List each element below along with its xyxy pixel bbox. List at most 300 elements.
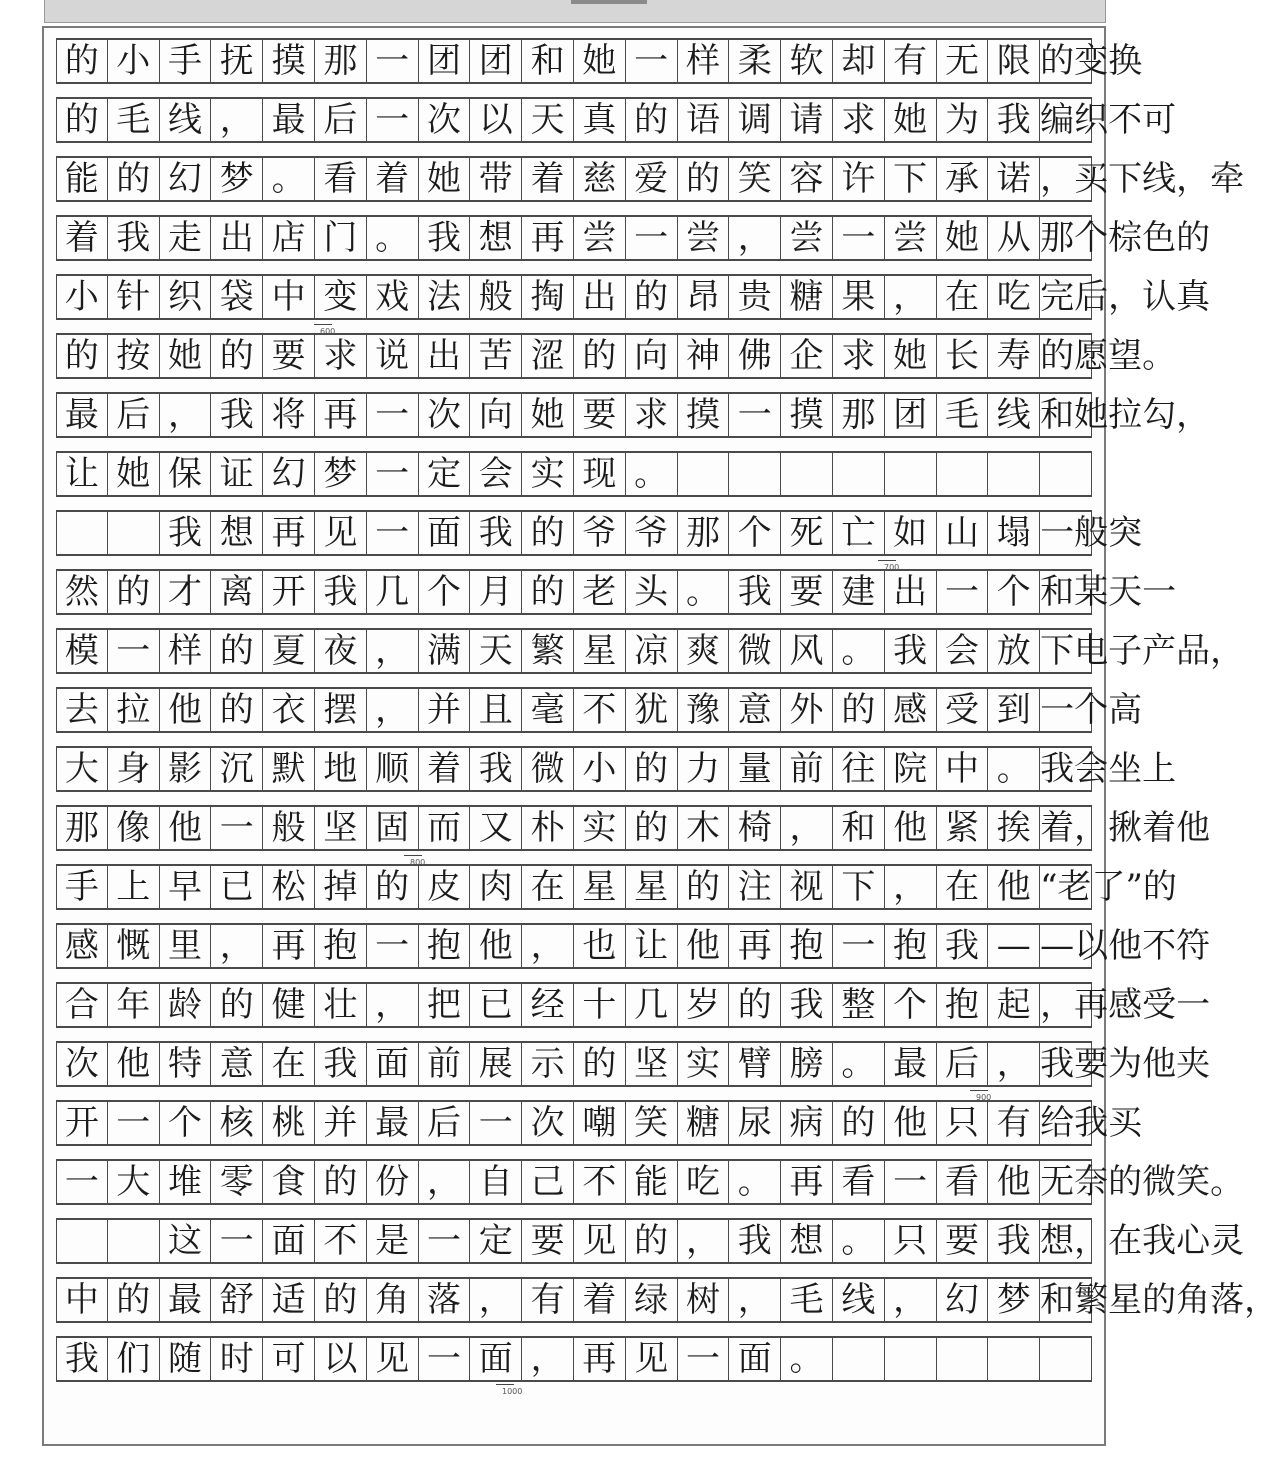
grid-cell: 力 xyxy=(678,748,730,790)
grid-cell: 我 xyxy=(56,1338,108,1380)
grid-cell: 抱 xyxy=(885,925,937,967)
grid-cell: 那 xyxy=(678,512,730,554)
top-band-mark xyxy=(571,0,647,4)
grid-cell: 一 xyxy=(626,217,678,259)
grid-row xyxy=(56,510,1143,556)
grid-cell: ， xyxy=(729,217,781,259)
grid-cell: ， xyxy=(160,394,212,436)
grid-cell: 能 xyxy=(56,158,108,200)
grid-cell: 走 xyxy=(160,217,212,259)
grid-cell: 爽 xyxy=(678,630,730,672)
grid-cell: 幻 xyxy=(160,158,212,200)
grid-cell: 看 xyxy=(937,1161,989,1203)
grid-cell: 。 xyxy=(988,748,1040,790)
grid-row xyxy=(56,1041,1211,1087)
grid-cell: 编织不可 xyxy=(1040,100,1177,140)
grid-row xyxy=(56,746,1177,792)
grid-cell: 摆 xyxy=(315,689,367,731)
grid-cell: 求 xyxy=(626,394,678,436)
grid-cell: 给我买 xyxy=(1040,1103,1143,1143)
grid-cell: 是 xyxy=(367,1220,419,1262)
grid-cell: 。 xyxy=(263,158,315,200)
grid-cell: 开 xyxy=(263,571,315,613)
grid-cell: ， xyxy=(211,925,263,967)
grid-cell: 合 xyxy=(56,984,108,1026)
grid-cell: 向 xyxy=(470,394,522,436)
grid-cell: 的变换 xyxy=(1040,41,1143,81)
grid-cell: 承 xyxy=(937,158,989,200)
grid-cell: 年 xyxy=(108,984,160,1026)
grid-cell: 求 xyxy=(833,99,885,141)
grid-cell: 下 xyxy=(833,866,885,908)
grid-cell: 的 xyxy=(315,1279,367,1321)
grid-cell: 山 xyxy=(937,512,989,554)
grid-cell: 袋 xyxy=(211,276,263,318)
grid-cell: 皮 xyxy=(419,866,471,908)
grid-cell: 的 xyxy=(626,276,678,318)
grid-cell: 后 xyxy=(108,394,160,436)
grid-cell: 一 xyxy=(367,453,419,495)
grid-cell: 手 xyxy=(160,40,212,82)
word-count-marker-800: 800 xyxy=(410,858,426,867)
grid-cell: 起 xyxy=(988,984,1040,1026)
grid-cell: 摸 xyxy=(678,394,730,436)
grid-cell: 一 xyxy=(367,925,419,967)
grid-cell: 长 xyxy=(937,335,989,377)
grid-cell: 抱 xyxy=(315,925,367,967)
grid-cell: 线 xyxy=(160,99,212,141)
grid-cell: 自 xyxy=(470,1161,522,1203)
grid-cell: 臂 xyxy=(729,1043,781,1085)
grid-cell: 要 xyxy=(574,394,626,436)
grid-cell: 模 xyxy=(56,630,108,672)
grid-row xyxy=(56,451,1092,497)
grid-cell: ， xyxy=(781,807,833,849)
grid-cell: 毛 xyxy=(781,1279,833,1321)
grid-cell: 吃 xyxy=(678,1161,730,1203)
grid-cell: 实 xyxy=(678,1043,730,1085)
grid-cell: 神 xyxy=(678,335,730,377)
grid-cell: 中 xyxy=(263,276,315,318)
grid-cell: 这 xyxy=(160,1220,212,1262)
grid-cell: 受 xyxy=(937,689,989,731)
grid-cell: 一 xyxy=(367,99,419,141)
grid-cell: 却 xyxy=(833,40,885,82)
grid-cell: 的 xyxy=(108,1279,160,1321)
grid-cell: 将 xyxy=(263,394,315,436)
grid-cell: 夜 xyxy=(315,630,367,672)
grid-row xyxy=(56,274,1211,320)
grid-cell: 我 xyxy=(988,99,1040,141)
grid-cell: 最 xyxy=(56,394,108,436)
grid-cell: 不 xyxy=(315,1220,367,1262)
grid-cell: 样 xyxy=(678,40,730,82)
grid-cell: 我 xyxy=(988,1220,1040,1262)
grid-cell: 笑 xyxy=(729,158,781,200)
grid-cell: 笑 xyxy=(626,1102,678,1144)
grid-cell: 般 xyxy=(470,276,522,318)
grid-cell: 椅 xyxy=(729,807,781,849)
grid-cell: 她 xyxy=(419,158,471,200)
grid-cell: 。 xyxy=(678,571,730,613)
grid-row xyxy=(56,1218,1245,1264)
grid-cell: 他 xyxy=(885,1102,937,1144)
grid-cell: 并 xyxy=(315,1102,367,1144)
grid-cell: 去 xyxy=(56,689,108,731)
grid-cell: 小 xyxy=(574,748,626,790)
grid-cell: 感 xyxy=(885,689,937,731)
grid-cell: 小 xyxy=(56,276,108,318)
grid-cell: 出 xyxy=(574,276,626,318)
grid-cell: 再 xyxy=(263,925,315,967)
grid-cell: 和她拉勾， xyxy=(1040,395,1211,435)
grid-cell: 尿 xyxy=(729,1102,781,1144)
grid-cell: 抱 xyxy=(419,925,471,967)
grid-cell: ， xyxy=(988,1043,1040,1085)
grid-cell: 我 xyxy=(885,630,937,672)
grid-cell: 天 xyxy=(522,99,574,141)
grid-cell: 以 xyxy=(470,99,522,141)
grid-cell: 个 xyxy=(988,571,1040,613)
grid-cell: 掏 xyxy=(522,276,574,318)
grid-cell: 紧 xyxy=(937,807,989,849)
grid-cell: 见 xyxy=(315,512,367,554)
grid-cell: 梦 xyxy=(988,1279,1040,1321)
grid-cell: 一 xyxy=(470,1102,522,1144)
grid-cell: 一 xyxy=(833,925,885,967)
grid-cell: 老 xyxy=(574,571,626,613)
grid-cell: 梦 xyxy=(315,453,367,495)
grid-cell: 他 xyxy=(988,1161,1040,1203)
grid-cell: 像 xyxy=(108,807,160,849)
grid-cell: 幻 xyxy=(937,1279,989,1321)
grid-cell: 她 xyxy=(937,217,989,259)
grid-cell: 会 xyxy=(470,453,522,495)
grid-cell: ，买下线，牵 xyxy=(1040,159,1245,199)
grid-cell: 和某天一 xyxy=(1040,572,1177,612)
grid-row xyxy=(56,1336,1092,1382)
grid-cell: 想，在我心灵 xyxy=(1040,1221,1245,1261)
grid-cell: 慨 xyxy=(108,925,160,967)
grid-cell xyxy=(885,453,937,495)
grid-cell: 的 xyxy=(833,1102,885,1144)
grid-cell: 嘲 xyxy=(574,1102,626,1144)
grid-cell: 一 xyxy=(937,571,989,613)
grid-cell: 下电子产品， xyxy=(1040,631,1245,671)
grid-cell: 幻 xyxy=(263,453,315,495)
grid-cell: 团 xyxy=(419,40,471,82)
grid-cell: 犹 xyxy=(626,689,678,731)
grid-cell: 保 xyxy=(160,453,212,495)
grid-cell: 再 xyxy=(315,394,367,436)
grid-cell: 在 xyxy=(263,1043,315,1085)
grid-cell: 建 xyxy=(833,571,885,613)
grid-cell: 默 xyxy=(263,748,315,790)
grid-cell: 己 xyxy=(522,1161,574,1203)
grid-cell: 我 xyxy=(470,512,522,554)
grid-cell: 他 xyxy=(160,689,212,731)
grid-cell: 摸 xyxy=(781,394,833,436)
grid-row xyxy=(56,628,1245,674)
grid-cell: 着 xyxy=(574,1279,626,1321)
grid-cell: 涩 xyxy=(522,335,574,377)
grid-cell: 拉 xyxy=(108,689,160,731)
grid-cell: 的 xyxy=(574,1043,626,1085)
grid-cell: 而 xyxy=(419,807,471,849)
grid-row xyxy=(56,38,1143,84)
grid-cell: 把 xyxy=(419,984,471,1026)
grid-cell: 然 xyxy=(56,571,108,613)
grid-cell: 会 xyxy=(937,630,989,672)
grid-cell: ， xyxy=(419,1161,471,1203)
grid-row xyxy=(56,569,1177,615)
grid-cell: 证 xyxy=(211,453,263,495)
grid-cell: 他 xyxy=(885,807,937,849)
grid-cell: 许 xyxy=(833,158,885,200)
grid-cell: 的 xyxy=(574,335,626,377)
grid-cell: 月 xyxy=(470,571,522,613)
grid-cell: 一 xyxy=(367,512,419,554)
grid-cell xyxy=(1040,453,1092,495)
grid-cell: 在 xyxy=(937,866,989,908)
grid-cell: 木 xyxy=(678,807,730,849)
word-count-marker-600: 600 xyxy=(320,327,336,336)
grid-cell: 能 xyxy=(626,1161,678,1203)
grid-cell: 一 xyxy=(729,394,781,436)
grid-cell: ， xyxy=(367,630,419,672)
grid-cell: 想 xyxy=(470,217,522,259)
grid-cell: ， xyxy=(367,984,419,1026)
grid-cell xyxy=(833,453,885,495)
grid-cell: 松 xyxy=(263,866,315,908)
grid-cell: 为 xyxy=(937,99,989,141)
grid-cell: 尝 xyxy=(678,217,730,259)
grid-cell: 的 xyxy=(315,1161,367,1203)
grid-cell: 我 xyxy=(211,394,263,436)
grid-cell: 外 xyxy=(781,689,833,731)
grid-cell: 的 xyxy=(108,158,160,200)
grid-cell: 着，揪着他 xyxy=(1040,808,1211,848)
grid-cell: 有 xyxy=(885,40,937,82)
grid-cell: 我 xyxy=(315,1043,367,1085)
grid-cell: 果 xyxy=(833,276,885,318)
grid-cell: 佛 xyxy=(729,335,781,377)
grid-cell: 一 xyxy=(678,1338,730,1380)
grid-cell xyxy=(937,1338,989,1380)
grid-cell: 昂 xyxy=(678,276,730,318)
grid-cell: ， xyxy=(729,1279,781,1321)
grid-cell: 岁 xyxy=(678,984,730,1026)
grid-cell: 在 xyxy=(937,276,989,318)
grid-cell: 。 xyxy=(833,630,885,672)
grid-cell: 放 xyxy=(988,630,1040,672)
grid-cell: 和 xyxy=(522,40,574,82)
grid-cell xyxy=(108,512,160,554)
grid-cell: 出 xyxy=(419,335,471,377)
grid-cell: ， xyxy=(470,1279,522,1321)
grid-cell: — xyxy=(988,925,1040,967)
grid-cell: 壮 xyxy=(315,984,367,1026)
grid-cell: 他 xyxy=(108,1043,160,1085)
grid-cell: 零 xyxy=(211,1161,263,1203)
grid-cell xyxy=(56,1220,108,1262)
grid-cell: 星 xyxy=(574,630,626,672)
grid-cell: 中 xyxy=(56,1279,108,1321)
grid-cell: 一 xyxy=(833,217,885,259)
grid-cell: 一 xyxy=(419,1338,471,1380)
grid-cell: 顺 xyxy=(367,748,419,790)
grid-cell: 再 xyxy=(781,1161,833,1203)
grid-cell: 的 xyxy=(367,866,419,908)
grid-cell: 有 xyxy=(522,1279,574,1321)
grid-cell xyxy=(729,453,781,495)
grid-cell: 想 xyxy=(211,512,263,554)
grid-cell: 爷 xyxy=(574,512,626,554)
grid-cell xyxy=(678,453,730,495)
grid-cell: 我 xyxy=(937,925,989,967)
grid-cell: 沉 xyxy=(211,748,263,790)
grid-cell: 夏 xyxy=(263,630,315,672)
grid-cell: 一 xyxy=(367,40,419,82)
grid-cell: 也 xyxy=(574,925,626,967)
grid-cell: 不 xyxy=(574,689,626,731)
grid-cell: 想 xyxy=(781,1220,833,1262)
grid-cell: 的 xyxy=(626,748,678,790)
grid-cell: 到 xyxy=(988,689,1040,731)
grid-cell: 见 xyxy=(626,1338,678,1380)
grid-cell: 的 xyxy=(678,866,730,908)
grid-cell: 的 xyxy=(56,99,108,141)
grid-cell: 和繁星的角落， xyxy=(1040,1280,1278,1320)
grid-row xyxy=(56,687,1143,733)
grid-cell: 个 xyxy=(729,512,781,554)
word-count-marker-700: 700 xyxy=(884,563,900,572)
grid-cell: 寿 xyxy=(988,335,1040,377)
grid-cell: 肉 xyxy=(470,866,522,908)
grid-cell: 我 xyxy=(315,571,367,613)
grid-cell: 的 xyxy=(626,99,678,141)
grid-cell: 面 xyxy=(367,1043,419,1085)
grid-cell: 企 xyxy=(781,335,833,377)
grid-cell: 我会坐上 xyxy=(1040,749,1177,789)
grid-row xyxy=(56,864,1177,910)
grid-cell: 角 xyxy=(367,1279,419,1321)
grid-cell: 衣 xyxy=(263,689,315,731)
grid-cell: 豫 xyxy=(678,689,730,731)
grid-cell: 要 xyxy=(937,1220,989,1262)
grid-cell: 诺 xyxy=(988,158,1040,200)
grid-cell: 塌 xyxy=(988,512,1040,554)
grid-cell: 爷 xyxy=(626,512,678,554)
grid-cell: ，再感受一 xyxy=(1040,985,1211,1025)
grid-cell: 般 xyxy=(263,807,315,849)
grid-cell: 开 xyxy=(56,1102,108,1144)
grid-cell: 一 xyxy=(367,394,419,436)
grid-cell: 时 xyxy=(211,1338,263,1380)
grid-cell: 实 xyxy=(522,453,574,495)
grid-cell: 一 xyxy=(626,40,678,82)
grid-cell: 门 xyxy=(315,217,367,259)
grid-cell: 。 xyxy=(833,1220,885,1262)
grid-cell: 堆 xyxy=(160,1161,212,1203)
grid-cell: 着 xyxy=(419,748,471,790)
grid-cell: 出 xyxy=(211,217,263,259)
grid-cell: 一 xyxy=(885,1161,937,1203)
word-count-marker-900: 900 xyxy=(976,1093,992,1102)
grid-cell: 出 xyxy=(885,571,937,613)
grid-cell: 再 xyxy=(522,217,574,259)
grid-cell: 后 xyxy=(315,99,367,141)
grid-cell: 大 xyxy=(56,748,108,790)
grid-row xyxy=(56,156,1245,202)
grid-cell: ， xyxy=(367,689,419,731)
grid-cell: 中 xyxy=(937,748,989,790)
grid-cell: 要 xyxy=(781,571,833,613)
grid-cell: 我要为他夹 xyxy=(1040,1044,1211,1084)
grid-cell: 凉 xyxy=(626,630,678,672)
grid-cell: 前 xyxy=(781,748,833,790)
grid-cell: 注 xyxy=(729,866,781,908)
grid-cell: 食 xyxy=(263,1161,315,1203)
grid-cell: 死 xyxy=(781,512,833,554)
grid-cell: 早 xyxy=(160,866,212,908)
grid-row xyxy=(56,392,1211,438)
grid-cell: 再 xyxy=(729,925,781,967)
grid-cell: 要 xyxy=(263,335,315,377)
grid-cell: ， xyxy=(885,1279,937,1321)
grid-cell: 限 xyxy=(988,40,1040,82)
grid-cell: 最 xyxy=(885,1043,937,1085)
grid-cell: 他 xyxy=(160,807,212,849)
grid-cell: 的 xyxy=(522,571,574,613)
grid-cell: 法 xyxy=(419,276,471,318)
grid-cell: 现 xyxy=(574,453,626,495)
grid-cell: 如 xyxy=(885,512,937,554)
grid-cell: ， xyxy=(211,99,263,141)
grid-cell: 她 xyxy=(885,99,937,141)
grid-cell: 满 xyxy=(419,630,471,672)
grid-cell: 朴 xyxy=(522,807,574,849)
grid-cell xyxy=(885,1338,937,1380)
grid-cell: 地 xyxy=(315,748,367,790)
grid-cell: ， xyxy=(522,925,574,967)
grid-cell: 那 xyxy=(315,40,367,82)
grid-cell: 团 xyxy=(470,40,522,82)
grid-cell: 毛 xyxy=(937,394,989,436)
grid-cell: 天 xyxy=(470,630,522,672)
grid-row xyxy=(56,97,1177,143)
grid-row xyxy=(56,923,1211,969)
grid-cell: 的 xyxy=(678,158,730,200)
grid-cell: 无奈的微笑。 xyxy=(1040,1162,1245,1202)
grid-row xyxy=(56,1277,1278,1323)
grid-cell: 按 xyxy=(108,335,160,377)
grid-cell: 只 xyxy=(885,1220,937,1262)
grid-cell: ， xyxy=(885,276,937,318)
grid-cell: 请 xyxy=(781,99,833,141)
grid-cell: 意 xyxy=(729,689,781,731)
grid-cell: 才 xyxy=(160,571,212,613)
grid-cell: 坚 xyxy=(315,807,367,849)
grid-cell xyxy=(833,1338,885,1380)
grid-cell: 影 xyxy=(160,748,212,790)
grid-cell: 的 xyxy=(211,630,263,672)
grid-cell: 她 xyxy=(108,453,160,495)
grid-cell: 只 xyxy=(937,1102,989,1144)
grid-cell: 桃 xyxy=(263,1102,315,1144)
grid-cell: 着 xyxy=(522,158,574,200)
grid-cell: 从 xyxy=(988,217,1040,259)
